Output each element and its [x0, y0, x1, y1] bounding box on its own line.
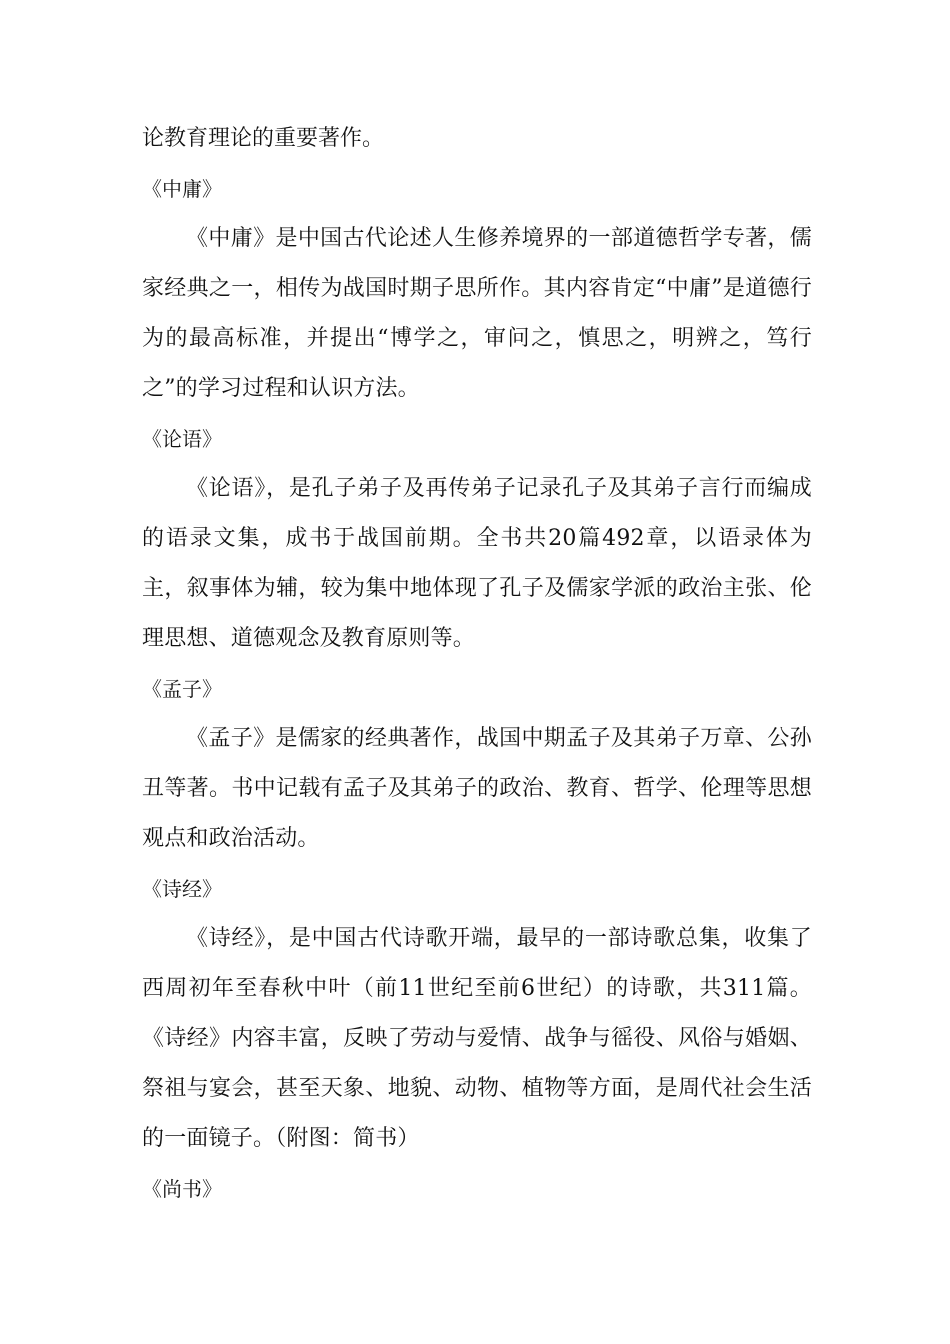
- section-heading-lunyu: 《论语》: [142, 427, 222, 451]
- section-heading-zhongyong: 《中庸》: [142, 177, 222, 201]
- section-heading-shangshu: 《尚书》: [142, 1177, 222, 1201]
- section-heading-shijing: 《诗经》: [142, 877, 222, 901]
- section-body-shijing: 《诗经》，是中国古代诗歌开端，最早的一部诗歌总集，收集了西周初年至春秋中叶（前11世纪至前6世纪）的诗歌，共311篇。《诗经》内容丰富，反映了劳动与爱情、战争与徭役、风俗与婚姻、祭祖与宴会，甚至天象、地貌、动物、植物等方面，是周代社会生活的一面镜子。（附图：简书）: [142, 926, 812, 1151]
- document-body: [142, 114, 812, 1214]
- section-body-lunyu: 《论语》，是孔子弟子及再传弟子记录孔子及其弟子言行而编成的语录文集，成书于战国前期。全书共20篇492章，以语录体为主，叙事体为辅，较为集中地体现了孔子及儒家学派的政治主张、伦理思想、道德观念及教育原则等。: [142, 476, 812, 651]
- section-body-mengzi: 《孟子》是儒家的经典著作，战国中期孟子及其弟子万章、公孙丑等著。书中记载有孟子及其弟子的政治、教育、哲学、伦理等思想观点和政治活动。: [142, 726, 812, 851]
- lead-fragment: 论教育理论的重要著作。: [142, 126, 385, 151]
- section-heading-mengzi: 《孟子》: [142, 677, 222, 701]
- section-body-zhongyong: 《中庸》是中国古代论述人生修养境界的一部道德哲学专著，儒家经典之一，相传为战国时期子思所作。其内容肯定“中庸”是道德行为的最高标准，并提出“博学之，审问之，慎思之，明辨之，笃行之”的学习过程和认识方法。: [142, 226, 812, 401]
